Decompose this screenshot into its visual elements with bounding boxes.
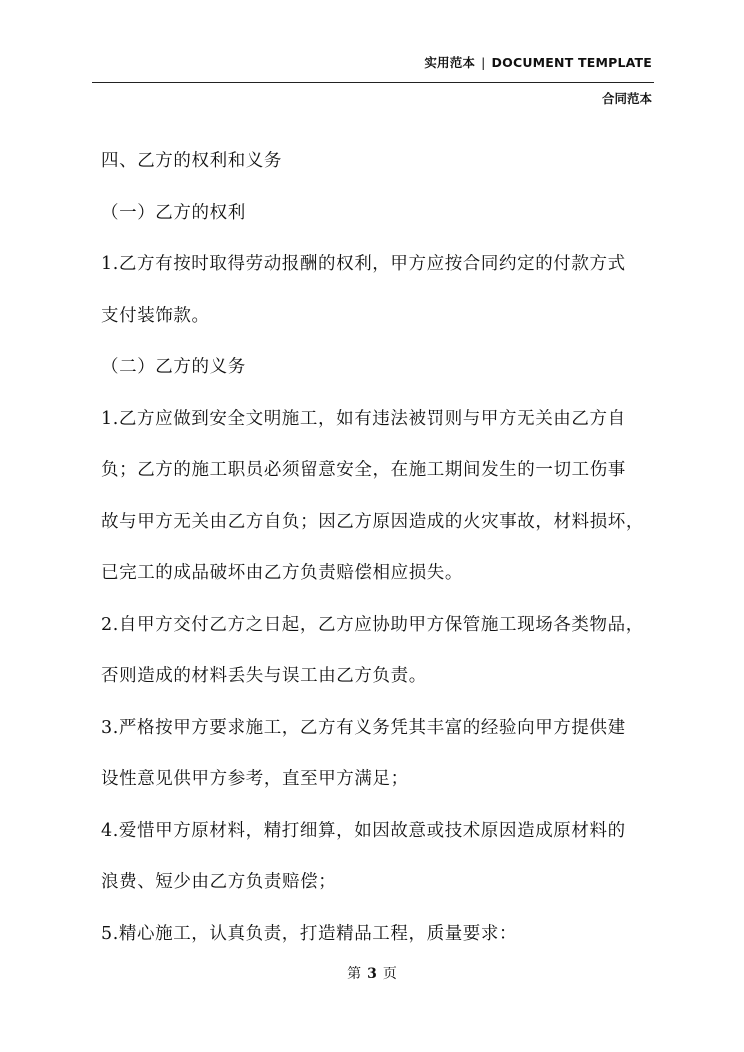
text-line: 浪费、短少由乙方负责赔偿；	[101, 872, 337, 892]
page-header	[424, 53, 652, 71]
footer-suffix: 页	[382, 966, 397, 982]
header-right-label: DOCUMENT TEMPLATE	[491, 55, 652, 70]
header-subtitle: 合同范本	[601, 91, 652, 106]
text-line: 4.爱惜甲方原材料，精打细算，如因故意或技术原因造成原材料的	[101, 820, 626, 841]
text-line: 已完工的成品破坏由乙方负责赔偿相应损失。	[101, 563, 463, 583]
page-footer	[0, 963, 744, 983]
text-line: 1.乙方有按时取得劳动报酬的权利，甲方应按合同约定的付款方式	[101, 254, 626, 274]
text-line: 故与甲方无关由乙方自负；因乙方原因造成的火灾事故，材料损坏，	[101, 511, 644, 532]
header-separator: |	[481, 55, 486, 70]
header-left-label: 实用范本	[424, 55, 476, 70]
page-number: 3	[367, 966, 377, 982]
text-line: 2.自甲方交付乙方之日起，乙方应协助甲方保管施工现场各类物品，	[101, 614, 644, 635]
text-line: 负；乙方的施工职员必须留意安全，在施工期间发生的一切工伤事	[101, 460, 626, 480]
body-text	[101, 136, 661, 960]
subsection-heading: （二）乙方的义务	[101, 357, 246, 377]
text-line: 3.严格按甲方要求施工，乙方有义务凭其丰富的经验向甲方提供建	[101, 717, 626, 738]
subsection-heading: （一）乙方的权利	[101, 202, 246, 223]
text-line: 支付装饰款。	[101, 305, 210, 326]
text-line: 5.精心施工，认真负责，打造精品工程，质量要求：	[101, 923, 518, 944]
header-divider	[92, 82, 654, 83]
footer-prefix: 第	[347, 966, 362, 982]
section-heading: 四、乙方的权利和义务	[101, 151, 282, 171]
text-line: 设性意见供甲方参考，直至甲方满足；	[101, 769, 409, 789]
text-line: 1.乙方应做到安全文明施工，如有违法被罚则与甲方无关由乙方自	[101, 408, 626, 429]
text-line: 否则造成的材料丢失与误工由乙方负责。	[101, 666, 427, 686]
